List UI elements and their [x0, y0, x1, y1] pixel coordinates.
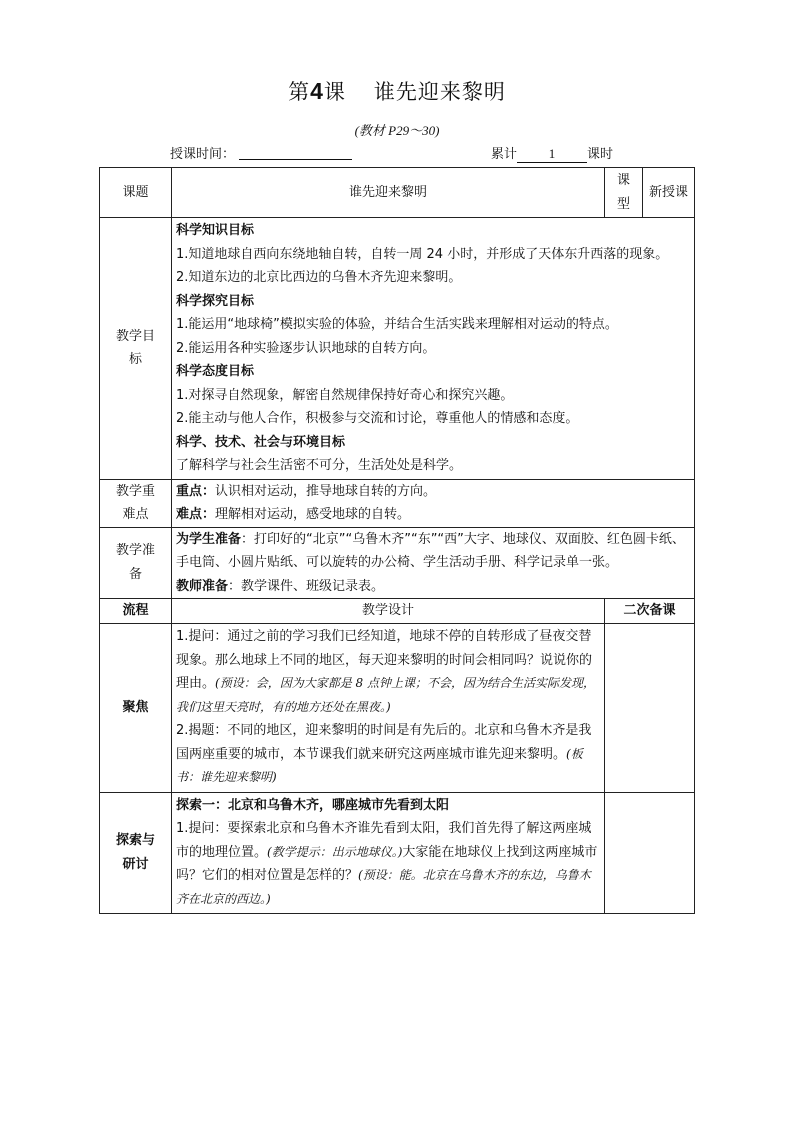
- goal-heading: 科学、技术、社会与环境目标: [176, 434, 346, 450]
- focus-p2: 2.揭题：不同的地区，迎来黎明的时间是有先后的。北京和乌鲁木齐是我国两座重要的城市，本节课我们就来研究这两座城市谁先迎来黎明。: [176, 723, 592, 762]
- table-row: [100, 792, 695, 914]
- goal-item: 了解科学与社会生活密不可分，生活处处是科学。: [176, 458, 463, 473]
- total-label: 累计: [491, 147, 518, 162]
- difficult-text: 理解相对运动，感受地球的自转。: [215, 507, 411, 522]
- type-value: 新授课: [643, 168, 695, 218]
- focus-p2-note: (板书：谁先迎来黎明): [176, 746, 583, 784]
- lesson-time-field: [170, 143, 352, 162]
- focus-p1-note: (预设：会，因为大家都是 8 点钟上课；不会，因为结合生活实际发现，我们这里天亮时，有的地方还处在黑夜。): [176, 676, 595, 714]
- lesson-time-label: 授课时间：: [170, 147, 236, 162]
- table-row: [100, 624, 695, 793]
- key-text: 认识相对运动，推导地球自转的方向。: [215, 483, 437, 499]
- topic-value: 谁先迎来黎明: [172, 168, 605, 218]
- student-prep-label: 为学生准备: [176, 531, 242, 547]
- explore-cell: [172, 792, 605, 914]
- lesson-title: [0, 76, 794, 106]
- secondary-notes-cell[interactable]: [605, 624, 695, 793]
- explore-heading: 探索一：北京和乌鲁木齐，哪座城市先看到太阳: [176, 797, 450, 813]
- goal-item: 2.能运用各种实验逐步认识地球的自转方向。: [176, 340, 436, 356]
- goals-label: 教学目标: [100, 218, 172, 480]
- topic-label: 课题: [100, 168, 172, 218]
- focus-label: 聚焦: [100, 624, 172, 793]
- goals-cell: [172, 218, 695, 480]
- type-label: 课型: [605, 168, 643, 218]
- explore-note-2: (预设：能。北京在乌鲁木齐的东边，乌鲁木齐在北京的西边。): [176, 868, 591, 906]
- lesson-plan-table: [99, 167, 695, 914]
- goal-heading: 科学知识目标: [176, 223, 255, 238]
- prep-cell: [172, 527, 695, 599]
- difficult-label: 难点：: [176, 507, 216, 522]
- goal-heading: 科学态度目标: [176, 364, 255, 379]
- explore-note-1: (教学提示：出示地球仪。): [267, 844, 403, 859]
- table-row: [100, 599, 695, 624]
- table-row: [100, 218, 695, 480]
- keypoints-label: 教学重难点: [100, 479, 172, 527]
- goal-item: 1.对探寻自然现象，解密自然规律保持好奇心和探究兴趣。: [176, 387, 514, 403]
- key-label: 重点：: [176, 483, 216, 499]
- focus-p1: 1.提问：通过之前的学习我们已经知道，地球不停的自转形成了昼夜交替现象。那么地球上不同的地区，每天迎来黎明的时间会相同吗？说说你的理由。: [176, 629, 593, 691]
- table-row: [100, 168, 695, 218]
- design-label: 教学设计: [172, 599, 605, 624]
- prep-label: 教学准备: [100, 527, 172, 599]
- focus-cell: [172, 624, 605, 793]
- goal-item: 2.知道东边的北京比西边的乌鲁木齐先迎来黎明。: [176, 270, 462, 285]
- total-periods-field: [491, 143, 613, 163]
- student-prep-text: ：打印好的“北京”“乌鲁木齐”“东”“西”大字、地球仪、双面胶、红色圆卡纸、手电筒、小圆片贴纸、可以旋转的办公椅、学生活动手册、科学记录单一张。: [176, 531, 685, 570]
- goal-item: 1.知道地球自西向东绕地轴自转，自转一周 24 小时，并形成了天体东升西落的现象。: [176, 246, 669, 262]
- textbook-source: (教材 P29～30): [354, 123, 440, 138]
- secondary-notes-cell[interactable]: [605, 792, 695, 914]
- explore-p1b: 大家能在地球仪上找到这两座城市吗？它们的相对位置是怎样的？: [176, 844, 598, 883]
- goal-heading: 科学探究目标: [176, 293, 255, 309]
- lesson-number: 4: [310, 78, 324, 104]
- teacher-prep-label: 教师准备: [176, 578, 229, 594]
- total-value: 1: [517, 146, 587, 163]
- explore-label: 探索与研讨: [100, 792, 172, 914]
- flow-label: 流程: [100, 599, 172, 624]
- lesson-prefix: 第: [288, 80, 311, 104]
- lesson-name: 谁先迎来黎明: [373, 80, 506, 104]
- table-row: [100, 527, 695, 599]
- teacher-prep-text: ：教学课件、班级记录表。: [228, 578, 385, 594]
- lesson-suffix: 课: [323, 80, 346, 104]
- secondary-label: 二次备课: [605, 599, 695, 624]
- total-unit: 课时: [587, 147, 614, 162]
- keypoints-cell: [172, 479, 695, 527]
- explore-p1a: 1.提问：要探索北京和乌鲁木齐谁先看到太阳，我们首先得了解这两座城市的地理位置。: [176, 821, 592, 860]
- goal-item: 2.能主动与他人合作，积极参与交流和讨论，尊重他人的情感和态度。: [176, 411, 579, 426]
- table-row: [100, 479, 695, 527]
- goal-item: 1.能运用“地球椅”模拟实验的体验，并结合生活实践来理解相对运动的特点。: [176, 317, 618, 332]
- lesson-time-blank[interactable]: [239, 145, 352, 160]
